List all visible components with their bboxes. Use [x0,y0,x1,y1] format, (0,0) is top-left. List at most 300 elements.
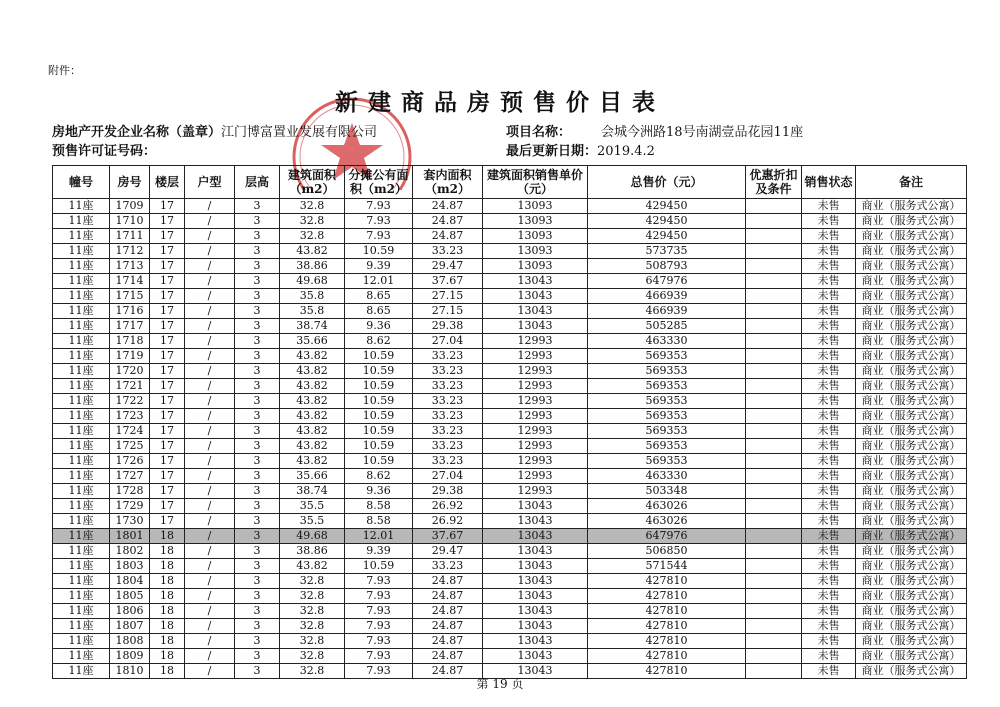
table-cell: 11座 [53,604,110,619]
table-cell: 17 [150,454,185,469]
table-cell: 1803 [110,559,150,574]
table-cell: 18 [150,634,185,649]
table-cell: 569353 [588,394,746,409]
table-cell: 9.39 [345,259,413,274]
table-cell [746,544,802,559]
table-cell: 商业（服务式公寓） [856,604,967,619]
table-cell: 569353 [588,349,746,364]
table-cell: 49.68 [280,529,345,544]
developer-line [52,121,377,140]
table-cell: 8.62 [345,469,413,484]
table-row [53,529,967,544]
table-cell: 37.67 [413,274,483,289]
table-cell: 3 [235,574,280,589]
table-cell: / [185,454,235,469]
table-cell: 11座 [53,454,110,469]
table-cell: 未售 [802,409,856,424]
table-cell: 11座 [53,229,110,244]
table-cell: 569353 [588,424,746,439]
table-cell: 未售 [802,364,856,379]
table-cell: 32.8 [280,214,345,229]
table-cell: 17 [150,394,185,409]
project-label: 项目名称： [506,125,572,140]
table-cell: 11座 [53,529,110,544]
table-cell: 33.23 [413,409,483,424]
table-cell: 33.23 [413,349,483,364]
table-cell: / [185,424,235,439]
table-cell: 未售 [802,604,856,619]
table-cell: 商业（服务式公寓） [856,634,967,649]
table-cell: 27.04 [413,469,483,484]
table-cell: 8.65 [345,304,413,319]
table-cell: 12993 [483,334,588,349]
table-cell [746,619,802,634]
table-cell: / [185,634,235,649]
table-cell: 商业（服务式公寓） [856,364,967,379]
table-cell: / [185,394,235,409]
table-cell: 10.59 [345,364,413,379]
project-line [506,121,803,140]
table-cell: / [185,199,235,214]
table-cell [746,514,802,529]
table-row [53,439,967,454]
table-cell: 商业（服务式公寓） [856,619,967,634]
table-cell: 未售 [802,544,856,559]
table-cell: 1722 [110,394,150,409]
table-cell: 11座 [53,559,110,574]
table-cell: / [185,664,235,679]
column-header: 销售状态 [802,166,856,199]
table-cell: 7.93 [345,649,413,664]
table-cell [746,469,802,484]
table-cell [746,334,802,349]
table-cell: 3 [235,304,280,319]
table-cell: 466939 [588,304,746,319]
table-cell: 427810 [588,634,746,649]
table-cell: 1808 [110,634,150,649]
table-cell: 3 [235,544,280,559]
table-cell: 12993 [483,349,588,364]
table-cell: 3 [235,364,280,379]
table-cell: 1726 [110,454,150,469]
table-cell: 427810 [588,604,746,619]
table-row [53,304,967,319]
table-cell [746,454,802,469]
project-value: 会城今洲路18号南湖壹品花园11座 [601,125,804,140]
table-cell: 3 [235,349,280,364]
table-cell: 12993 [483,364,588,379]
table-cell [746,409,802,424]
table-cell [746,574,802,589]
table-cell: / [185,409,235,424]
table-cell: / [185,214,235,229]
table-cell: 未售 [802,199,856,214]
table-row [53,229,967,244]
table-cell: 未售 [802,589,856,604]
table-cell: 33.23 [413,559,483,574]
table-cell: / [185,379,235,394]
table-cell: 13043 [483,604,588,619]
table-cell: / [185,499,235,514]
table-cell: / [185,244,235,259]
table-cell: 未售 [802,499,856,514]
table-cell [746,589,802,604]
table-cell: 3 [235,394,280,409]
table-cell [746,214,802,229]
table-cell: / [185,304,235,319]
table-cell: 未售 [802,259,856,274]
table-cell [746,244,802,259]
attachment-label: 附件： [48,64,81,77]
table-cell [746,559,802,574]
table-body [53,199,967,679]
table-cell: 未售 [802,649,856,664]
table-cell: 未售 [802,214,856,229]
table-cell: 18 [150,604,185,619]
table-cell: 3 [235,529,280,544]
table-cell: 427810 [588,664,746,679]
table-cell: 13093 [483,244,588,259]
table-cell: 26.92 [413,514,483,529]
table-cell: 24.87 [413,604,483,619]
table-cell: 17 [150,259,185,274]
table-cell: 商业（服务式公寓） [856,394,967,409]
table-cell [746,199,802,214]
table-cell: 427810 [588,619,746,634]
table-cell: 3 [235,649,280,664]
table-cell: 11座 [53,274,110,289]
table-cell: 29.38 [413,319,483,334]
column-header: 套内面积（m2） [413,166,483,199]
table-cell: 43.82 [280,454,345,469]
table-cell: 505285 [588,319,746,334]
table-cell: 商业（服务式公寓） [856,544,967,559]
table-cell: 33.23 [413,454,483,469]
table-cell: 3 [235,559,280,574]
table-cell: 38.86 [280,259,345,274]
table-cell: 18 [150,544,185,559]
table-cell: 18 [150,649,185,664]
table-cell: 1719 [110,349,150,364]
table-cell: 38.86 [280,544,345,559]
table-cell: 13043 [483,274,588,289]
table-cell: 35.8 [280,289,345,304]
table-header-row [53,166,967,199]
table-cell [746,274,802,289]
table-cell: 24.87 [413,619,483,634]
table-cell: 未售 [802,559,856,574]
table-cell: 12993 [483,484,588,499]
column-header: 总售价（元） [588,166,746,199]
table-cell: 商业（服务式公寓） [856,469,967,484]
table-cell: 1810 [110,664,150,679]
table-cell: 1807 [110,619,150,634]
table-cell: 17 [150,214,185,229]
table-cell: 3 [235,604,280,619]
table-cell: 17 [150,274,185,289]
table-cell: 商业（服务式公寓） [856,229,967,244]
table-cell: 1730 [110,514,150,529]
table-cell: 10.59 [345,379,413,394]
table-cell: 43.82 [280,349,345,364]
table-cell: / [185,364,235,379]
table-cell: 商业（服务式公寓） [856,589,967,604]
table-cell: 1725 [110,439,150,454]
table-cell: 未售 [802,454,856,469]
table-row [53,634,967,649]
table-cell: / [185,514,235,529]
table-cell: 3 [235,379,280,394]
table-cell: 17 [150,439,185,454]
table-cell: 13093 [483,229,588,244]
column-header: 户型 [185,166,235,199]
table-cell [746,649,802,664]
table-cell: 13043 [483,544,588,559]
table-cell: 17 [150,319,185,334]
table-cell: 3 [235,334,280,349]
table-cell: 33.23 [413,394,483,409]
table-cell [746,289,802,304]
table-cell: 1717 [110,319,150,334]
table-cell: 未售 [802,349,856,364]
table-cell: 37.67 [413,529,483,544]
table-cell: 3 [235,409,280,424]
table-cell: 11座 [53,289,110,304]
table-cell: / [185,349,235,364]
table-row [53,274,967,289]
table-cell: 1713 [110,259,150,274]
table-cell: 商业（服务式公寓） [856,304,967,319]
table-cell: 未售 [802,274,856,289]
table-cell: 未售 [802,229,856,244]
table-cell: 38.74 [280,484,345,499]
table-cell: 503348 [588,484,746,499]
column-header: 分摊公有面积（m2） [345,166,413,199]
table-cell: 17 [150,289,185,304]
table-cell: 3 [235,499,280,514]
table-cell: 13043 [483,319,588,334]
table-cell: 17 [150,484,185,499]
table-cell: 27.15 [413,289,483,304]
column-header: 层高 [235,166,280,199]
table-cell: 17 [150,349,185,364]
table-row [53,259,967,274]
table-cell: 463330 [588,334,746,349]
table-cell: 11座 [53,409,110,424]
table-cell: 33.23 [413,379,483,394]
table-cell: 13093 [483,214,588,229]
table-cell: 32.8 [280,649,345,664]
table-cell: 27.15 [413,304,483,319]
table-cell: 1710 [110,214,150,229]
table-cell: 3 [235,634,280,649]
table-cell: 1709 [110,199,150,214]
table-cell: 13043 [483,559,588,574]
table-cell: 32.8 [280,199,345,214]
table-cell: / [185,559,235,574]
table-cell: 17 [150,379,185,394]
table-cell: / [185,289,235,304]
table-cell: 18 [150,529,185,544]
table-cell: 1718 [110,334,150,349]
table-cell: 32.8 [280,589,345,604]
table-cell: 商业（服务式公寓） [856,379,967,394]
table-cell: 1801 [110,529,150,544]
table-row [53,424,967,439]
table-cell [746,364,802,379]
table-row [53,319,967,334]
table-cell: 商业（服务式公寓） [856,529,967,544]
table-cell: 24.87 [413,214,483,229]
table-cell: 18 [150,664,185,679]
table-cell: 13043 [483,499,588,514]
table-cell: 43.82 [280,424,345,439]
table-cell: 35.5 [280,514,345,529]
table-cell [746,424,802,439]
table-cell: 未售 [802,469,856,484]
table-cell: 11座 [53,364,110,379]
table-cell: 10.59 [345,439,413,454]
table-cell: 29.47 [413,544,483,559]
table-cell: 3 [235,274,280,289]
table-cell: 13043 [483,289,588,304]
table-cell: 38.74 [280,319,345,334]
table-row [53,199,967,214]
table-cell: 569353 [588,409,746,424]
table-cell: 未售 [802,619,856,634]
table-cell: / [185,604,235,619]
page-number: 第 19 页 [476,677,524,691]
table-cell: 13043 [483,619,588,634]
table-row [53,379,967,394]
developer-value: 江门博富置业发展有限公司 [221,125,378,140]
table-cell: 7.93 [345,589,413,604]
table-cell: 1724 [110,424,150,439]
table-cell: / [185,484,235,499]
table-cell: 24.87 [413,634,483,649]
table-cell: 商业（服务式公寓） [856,409,967,424]
table-cell: 10.59 [345,424,413,439]
table-cell: 18 [150,589,185,604]
table-cell: 3 [235,619,280,634]
table-cell: 427810 [588,649,746,664]
table-cell: 未售 [802,244,856,259]
table-cell: 463026 [588,499,746,514]
table-cell [746,259,802,274]
table-cell: 17 [150,304,185,319]
table-cell [746,349,802,364]
table-cell: 3 [235,259,280,274]
table-cell: 7.93 [345,664,413,679]
table-cell: 427810 [588,574,746,589]
table-cell: 未售 [802,529,856,544]
table-cell: 11座 [53,574,110,589]
table-cell: 3 [235,244,280,259]
table-cell: 未售 [802,379,856,394]
table-cell: 未售 [802,664,856,679]
table-cell: / [185,469,235,484]
table-cell [746,499,802,514]
table-cell: 商业（服务式公寓） [856,244,967,259]
table-cell: 13043 [483,649,588,664]
table-cell: 未售 [802,514,856,529]
table-cell: 1729 [110,499,150,514]
table-cell: 1716 [110,304,150,319]
table-cell: 1712 [110,244,150,259]
table-cell: 未售 [802,319,856,334]
table-cell: 未售 [802,424,856,439]
table-cell: 11座 [53,649,110,664]
table-cell: 18 [150,559,185,574]
table-cell: 33.23 [413,364,483,379]
table-cell: 11座 [53,244,110,259]
table-cell: 11座 [53,589,110,604]
table-cell: 12993 [483,454,588,469]
table-cell: 3 [235,289,280,304]
table-cell: 11座 [53,619,110,634]
table-cell: 18 [150,574,185,589]
table-cell: 未售 [802,439,856,454]
table-cell [746,604,802,619]
table-cell: 32.8 [280,604,345,619]
table-cell: 8.58 [345,499,413,514]
table-row [53,649,967,664]
table-cell: 3 [235,214,280,229]
table-row [53,559,967,574]
table-cell: 7.93 [345,619,413,634]
table-cell: 43.82 [280,244,345,259]
table-cell: 1802 [110,544,150,559]
table-cell: 7.93 [345,214,413,229]
table-cell: 12993 [483,379,588,394]
table-cell: 11座 [53,544,110,559]
table-cell: 商业（服务式公寓） [856,289,967,304]
table-cell: / [185,544,235,559]
table-cell: 11座 [53,514,110,529]
table-cell: 9.39 [345,544,413,559]
table-cell: 7.93 [345,604,413,619]
developer-label: 房地产开发企业名称（盖章） [52,125,222,140]
table-cell: 10.59 [345,349,413,364]
table-cell [746,319,802,334]
table-cell: 11座 [53,634,110,649]
table-cell [746,379,802,394]
table-cell: 32.8 [280,634,345,649]
table-cell: 32.8 [280,229,345,244]
table-cell: 17 [150,334,185,349]
table-cell: 11座 [53,379,110,394]
table-cell: 43.82 [280,364,345,379]
table-cell: 1723 [110,409,150,424]
table-cell: 17 [150,469,185,484]
table-cell: 35.8 [280,304,345,319]
column-header: 建筑面积销售单价（元） [483,166,588,199]
table-cell [746,529,802,544]
table-cell: 商业（服务式公寓） [856,214,967,229]
table-cell: 26.92 [413,499,483,514]
table-cell: 9.36 [345,319,413,334]
table-cell: 569353 [588,379,746,394]
table-cell: 11座 [53,439,110,454]
table-cell: 商业（服务式公寓） [856,664,967,679]
table-cell: 24.87 [413,199,483,214]
table-cell: 17 [150,409,185,424]
table-cell: 1721 [110,379,150,394]
table-cell: 11座 [53,484,110,499]
table-cell: 7.93 [345,199,413,214]
table-cell: / [185,274,235,289]
table-cell: 49.68 [280,274,345,289]
